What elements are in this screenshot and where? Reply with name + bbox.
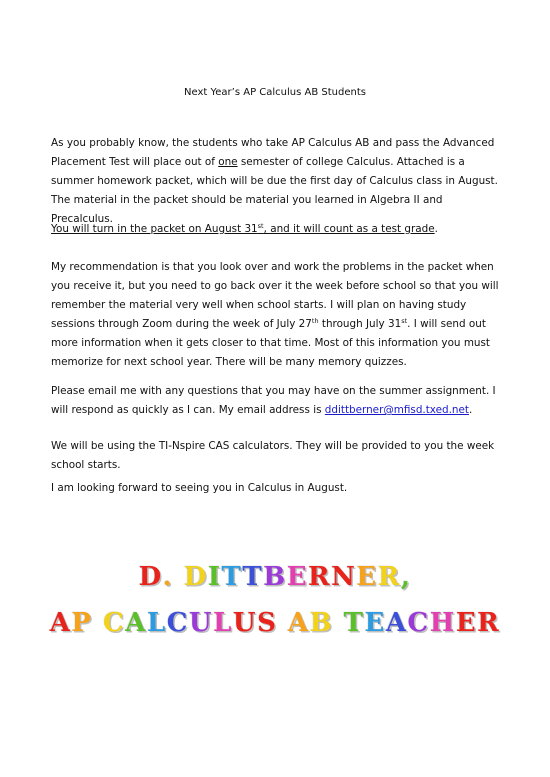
recommendation-ordinal-2: st <box>401 317 408 325</box>
signature-letter: S <box>257 608 278 638</box>
signature-letter: L <box>213 608 233 638</box>
signature-letter: E <box>286 562 309 592</box>
paragraph-intro <box>51 134 503 229</box>
signature-letter: H <box>429 608 456 638</box>
signature-letter: C <box>103 608 126 638</box>
signature-letter: . <box>162 562 174 592</box>
signature-letter: T <box>343 608 365 638</box>
signature-letter: P <box>71 608 93 638</box>
contact-part-a: Please email me with any questions that you may have on the summer assignment. I will respond as quickly as I can. My email address is <box>51 385 496 416</box>
signature-letter: L <box>146 608 167 638</box>
signature-letter: N <box>331 562 357 592</box>
signature-letter <box>333 608 344 638</box>
emphasis-one: one <box>218 156 238 168</box>
due-date-part-a: You will turn in the packet on August 31 <box>51 223 258 235</box>
signature-letter: A <box>287 608 310 638</box>
signature-letter: B <box>309 608 334 638</box>
signature-letter: U <box>232 608 258 638</box>
signature-letter: B <box>263 562 287 592</box>
paragraph-intro-part-c: semester of college Calculus. Attached is a summer homework packet, which will be due the first day of Calculus class in August. The material in the packet should be material you learned in Algebra II and Precalculus. <box>51 156 498 225</box>
paragraph-intro-part-a: As you probably know, the students who take AP Calculus AB and pass the Advanced Placement Test will place out of <box>51 137 495 168</box>
paragraph-closing: I am looking forward to seeing you in Calculus in August. <box>51 482 348 494</box>
contact-part-b: . <box>468 404 473 416</box>
signature-letter: U <box>188 608 214 638</box>
signature-letter: E <box>356 562 378 592</box>
signature-letter: A <box>385 608 408 638</box>
signature-letter: D <box>183 562 208 592</box>
signature-letter: E <box>455 608 478 638</box>
signature-letter: E <box>364 608 386 638</box>
signature-letter: T <box>221 562 243 592</box>
paragraph-recommendation <box>51 258 503 372</box>
email-link[interactable]: ddittberner@mfisd.txed.net <box>324 404 469 416</box>
signature-letter: C <box>407 608 430 638</box>
recommendation-part-a: My recommendation is that you look over and work the problems in the packet when you receive it, but you need to go back over it the week before school so that you will remember the material very well when school starts. I will plan on having study sessions through Zoom during the week of July 27 <box>51 261 499 330</box>
signature-letter: , <box>400 562 412 592</box>
due-date-period: . <box>434 223 438 235</box>
recommendation-part-c: . I will send out more information when it gets closer to that time. Most of this information you must memorize for next school year. There will be many memory quizzes. <box>51 318 491 368</box>
signature-letter: A <box>49 608 72 638</box>
due-date-text <box>51 223 435 235</box>
signature-letter: R <box>477 608 501 638</box>
letter-title: Next Year’s AP Calculus AB Students <box>184 87 366 98</box>
recommendation-ordinal-1: th <box>311 317 319 325</box>
signature-letter: A <box>125 608 147 638</box>
due-date-part-b: , and it will count as a test grade <box>263 223 435 235</box>
signature-letter <box>173 562 184 592</box>
signature-letter: D <box>138 562 163 592</box>
recommendation-part-b: through July 31 <box>318 318 402 330</box>
signature-letter: R <box>377 562 401 592</box>
signature-letter <box>92 608 103 638</box>
paragraph-due-date <box>51 220 503 239</box>
signature-role <box>0 608 550 638</box>
paragraph-calculators: We will be using the TI-Nspire CAS calculators. They will be provided to you the week school starts. <box>51 440 495 471</box>
signature-letter: R <box>308 562 332 592</box>
due-date-ordinal: st <box>257 222 264 230</box>
signature-letter: T <box>242 562 264 592</box>
signature-name <box>0 562 550 592</box>
signature-letter: C <box>166 608 189 638</box>
signature-letter <box>277 608 288 638</box>
paragraph-contact <box>51 382 503 420</box>
signature-letter: I <box>207 562 222 592</box>
